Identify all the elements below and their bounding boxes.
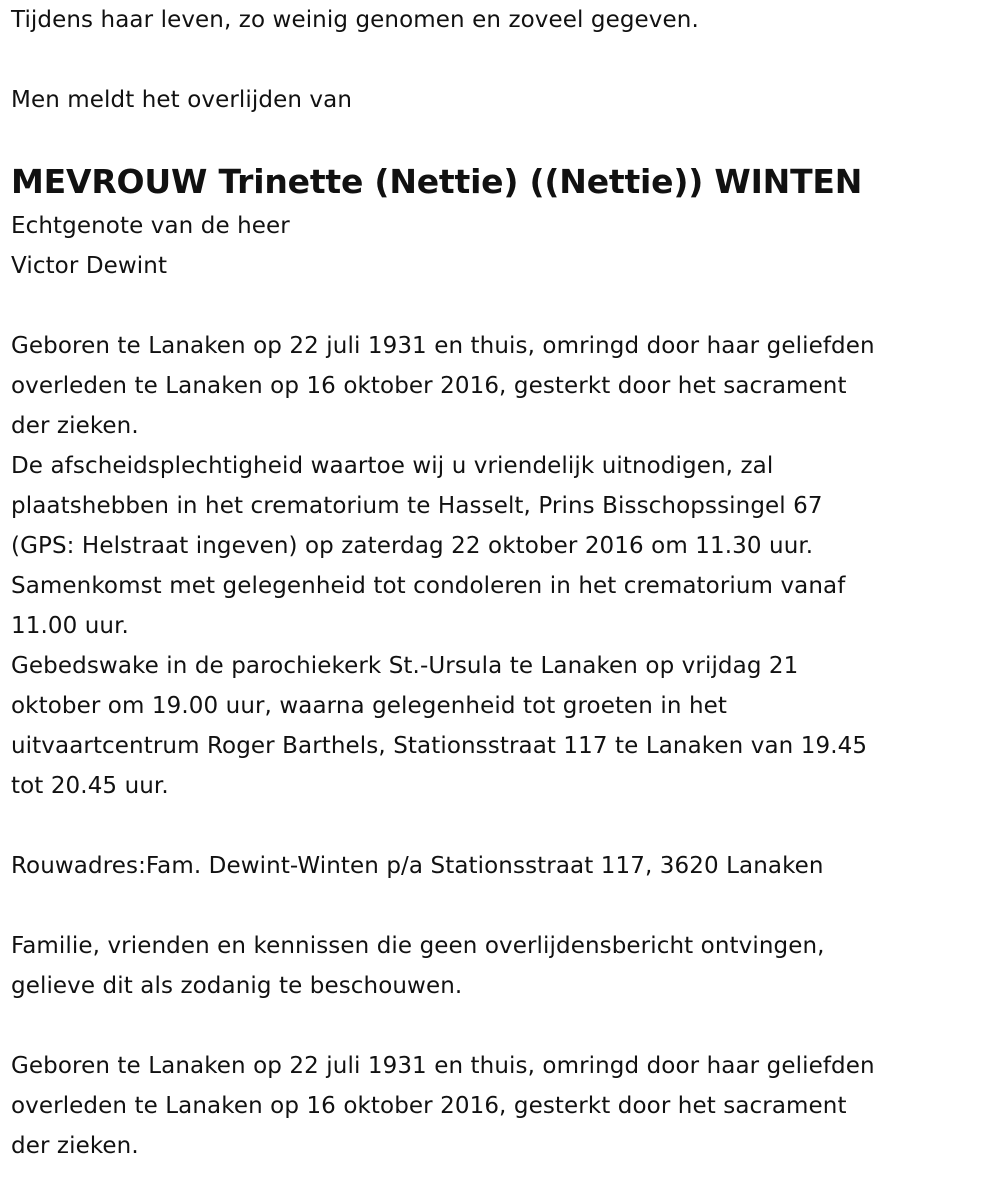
spacer [11,886,996,926]
ceremony-line: plaatshebben in het crematorium te Hasselt, Prins Bisschopssingel 67 [11,493,823,519]
ceremony-block [11,446,996,806]
birth-line: overleden te Lanaken op 16 oktober 2016, gesterkt door het sacrament [11,1093,847,1119]
birth-line: der zieken. [11,1133,139,1159]
spacer [11,1006,996,1046]
birth-death-block-repeat [11,1046,996,1166]
motto-line: Tijdens haar leven, zo weinig genomen en zoveel gegeven. [11,7,699,33]
spacer [11,120,996,158]
spouse-block [11,206,996,286]
spacer [11,806,996,846]
birth-line: Geboren te Lanaken op 22 juli 1931 en thuis, omringd door haar geliefden [11,333,875,359]
mourning-address: Rouwadres:Fam. Dewint-Winten p/a Stationsstraat 117, 3620 Lanaken [11,853,824,879]
ceremony-line: 11.00 uur. [11,613,129,639]
birth-line: Geboren te Lanaken op 22 juli 1931 en thuis, omringd door haar geliefden [11,1053,875,1079]
birth-line: der zieken. [11,413,139,439]
family-line: Familie, vrienden en kennissen die geen overlijdensbericht ontvingen, [11,933,825,959]
birth-line: overleden te Lanaken op 16 oktober 2016, gesterkt door het sacrament [11,373,847,399]
spouse-line: Victor Dewint [11,253,168,279]
ceremony-line: tot 20.45 uur. [11,773,169,799]
ceremony-line: oktober om 19.00 uur, waarna gelegenheid tot groeten in het [11,693,728,719]
obituary-notice [11,0,996,1166]
ceremony-line: Gebedswake in de parochiekerk St.-Ursula te Lanaken op vrijdag 21 [11,653,799,679]
ceremony-line: (GPS: Helstraat ingeven) op zaterdag 22 oktober 2016 om 11.30 uur. [11,533,814,559]
deceased-name: MEVROUW Trinette (Nettie) ((Nettie)) WINTEN [11,162,863,201]
spouse-line: Echtgenote van de heer [11,213,290,239]
ceremony-line: uitvaartcentrum Roger Barthels, Stationsstraat 117 te Lanaken van 19.45 [11,733,868,759]
ceremony-line: Samenkomst met gelegenheid tot condoleren in het crematorium vanaf [11,573,846,599]
family-block [11,926,996,1006]
spacer [11,40,996,80]
birth-death-block [11,326,996,446]
ceremony-line: De afscheidsplechtigheid waartoe wij u vriendelijk uitnodigen, zal [11,453,774,479]
family-line: gelieve dit als zodanig te beschouwen. [11,973,463,999]
spacer [11,286,996,326]
intro-line: Men meldt het overlijden van [11,87,352,113]
